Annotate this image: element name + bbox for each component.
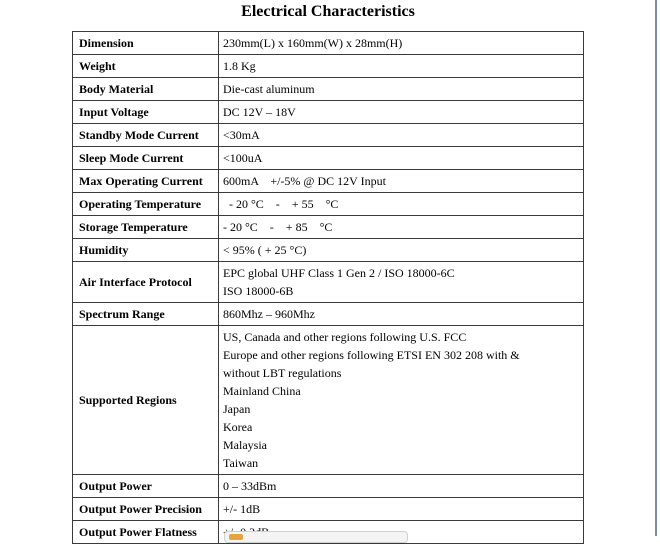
table-row <box>73 498 584 521</box>
spec-value-line: Europe and other regions following ETSI EN 302 208 with & <box>223 348 520 362</box>
spec-value <box>219 216 584 239</box>
spec-label: Supported Regions <box>73 326 219 475</box>
spec-value-line: Die-cast aluminum <box>223 82 315 96</box>
table-row <box>73 170 584 193</box>
electrical-characteristics-table <box>72 31 584 544</box>
table-body <box>73 32 584 544</box>
spec-value <box>219 124 584 147</box>
spec-value <box>219 475 584 498</box>
spec-value <box>219 193 584 216</box>
spec-value-line: 1.8 Kg <box>223 59 256 73</box>
spec-label: Storage Temperature <box>73 216 219 239</box>
spec-value <box>219 147 584 170</box>
spec-value <box>219 239 584 262</box>
spec-value-line: < 95% ( + 25 °C) <box>223 243 307 257</box>
spec-label: Sleep Mode Current <box>73 147 219 170</box>
spec-value <box>219 498 584 521</box>
spec-value-line: Korea <box>223 420 253 434</box>
spec-value <box>219 326 584 475</box>
spec-value-line: +/- 1dB <box>223 502 261 516</box>
spec-value-line: - 20 °C - + 55 °C <box>223 197 339 211</box>
spec-value <box>219 262 584 303</box>
table-row <box>73 239 584 262</box>
toolbar-icon <box>229 534 243 540</box>
spec-label: Air Interface Protocol <box>73 262 219 303</box>
spec-value <box>219 32 584 55</box>
spec-label: Dimension <box>73 32 219 55</box>
spec-value-line: without LBT regulations <box>223 366 342 380</box>
table-row <box>73 78 584 101</box>
page-title: Electrical Characteristics <box>241 3 415 20</box>
spec-label: Output Power Precision <box>73 498 219 521</box>
spec-label: Input Voltage <box>73 101 219 124</box>
table-row <box>73 55 584 78</box>
spec-value-line: ISO 18000-6B <box>223 284 294 298</box>
spec-value <box>219 101 584 124</box>
spec-label: Output Power Flatness <box>73 521 219 544</box>
table-row <box>73 193 584 216</box>
table-row <box>73 32 584 55</box>
spec-label: Humidity <box>73 239 219 262</box>
spec-value-line: <30mA <box>223 128 260 142</box>
spec-value-line: - 20 °C - + 85 °C <box>223 220 333 234</box>
table-row <box>73 303 584 326</box>
spec-label: Body Material <box>73 78 219 101</box>
spec-value <box>219 170 584 193</box>
table-row <box>73 262 584 303</box>
spec-label: Operating Temperature <box>73 193 219 216</box>
table-row <box>73 216 584 239</box>
spec-value-line: 600mA +/-5% @ DC 12V Input <box>223 174 386 188</box>
table-row <box>73 326 584 475</box>
spec-value-line: <100uA <box>223 151 263 165</box>
spec-value-line: Mainland China <box>223 384 301 398</box>
spec-value <box>219 55 584 78</box>
spec-label: Standby Mode Current <box>73 124 219 147</box>
spec-value-line: 860Mhz – 960Mhz <box>223 307 315 321</box>
spec-value-line: DC 12V – 18V <box>223 105 296 119</box>
spec-value <box>219 78 584 101</box>
spec-value-line: 230mm(L) x 160mm(W) x 28mm(H) <box>223 36 403 50</box>
table-row <box>73 124 584 147</box>
spec-value-line: US, Canada and other regions following U.S. FCC <box>223 330 467 344</box>
spec-value <box>219 303 584 326</box>
spec-label: Output Power <box>73 475 219 498</box>
spec-label: Max Operating Current <box>73 170 219 193</box>
table-row <box>73 475 584 498</box>
spec-value-line: Taiwan <box>223 456 259 470</box>
table-row <box>73 147 584 170</box>
table-row <box>73 101 584 124</box>
overlay-toolbar[interactable] <box>224 531 408 543</box>
spec-label: Weight <box>73 55 219 78</box>
spec-value-line: EPC global UHF Class 1 Gen 2 / ISO 18000-6C <box>223 266 455 280</box>
spec-label: Spectrum Range <box>73 303 219 326</box>
window-edge <box>655 0 657 536</box>
spec-value-line: 0 – 33dBm <box>223 479 277 493</box>
spec-value-line: Japan <box>223 402 251 416</box>
spec-value-line: Malaysia <box>223 438 267 452</box>
